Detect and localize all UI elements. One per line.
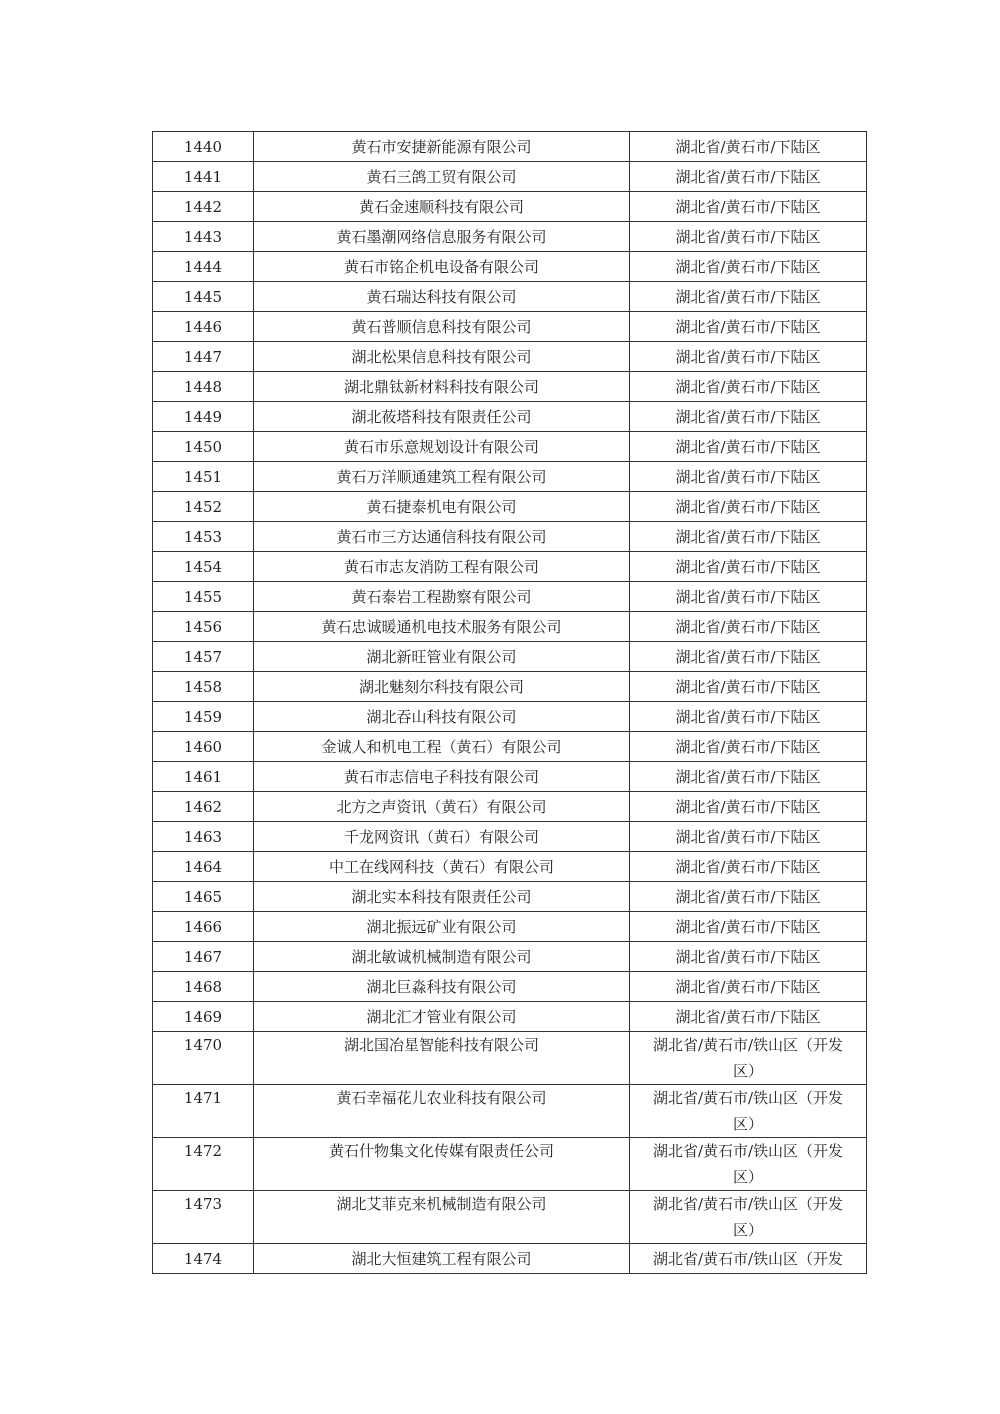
table-row (153, 402, 867, 432)
row-number: 1447 (153, 342, 254, 372)
row-number: 1440 (153, 132, 254, 162)
region: 湖北省/黄石市/铁山区（开发区） (630, 1191, 867, 1244)
table-row (153, 222, 867, 252)
table-row (153, 282, 867, 312)
row-number: 1456 (153, 612, 254, 642)
table-row (153, 762, 867, 792)
company-name: 黄石泰岩工程勘察有限公司 (254, 582, 630, 612)
table-row (153, 1138, 867, 1191)
region: 湖北省/黄石市/下陆区 (630, 762, 867, 792)
region: 湖北省/黄石市/下陆区 (630, 312, 867, 342)
table-row (153, 1191, 867, 1244)
company-name: 湖北莜塔科技有限责任公司 (254, 402, 630, 432)
table-row (153, 672, 867, 702)
company-name: 北方之声资讯（黄石）有限公司 (254, 792, 630, 822)
row-number: 1444 (153, 252, 254, 282)
company-name: 黄石市乐意规划设计有限公司 (254, 432, 630, 462)
row-number: 1461 (153, 762, 254, 792)
row-number: 1471 (153, 1085, 254, 1138)
table-row (153, 912, 867, 942)
company-name: 黄石金速顺科技有限公司 (254, 192, 630, 222)
region: 湖北省/黄石市/下陆区 (630, 342, 867, 372)
table-row (153, 972, 867, 1002)
company-name: 湖北吞山科技有限公司 (254, 702, 630, 732)
company-name: 湖北汇才管业有限公司 (254, 1002, 630, 1032)
region: 湖北省/黄石市/下陆区 (630, 612, 867, 642)
region: 湖北省/黄石市/下陆区 (630, 882, 867, 912)
region: 湖北省/黄石市/下陆区 (630, 702, 867, 732)
company-name: 黄石市三方达通信科技有限公司 (254, 522, 630, 552)
company-name: 湖北大恒建筑工程有限公司 (254, 1244, 630, 1274)
region: 湖北省/黄石市/下陆区 (630, 942, 867, 972)
table-row (153, 552, 867, 582)
company-name: 金诚人和机电工程（黄石）有限公司 (254, 732, 630, 762)
region: 湖北省/黄石市/下陆区 (630, 672, 867, 702)
region: 湖北省/黄石市/铁山区（开发区） (630, 1032, 867, 1085)
table-row (153, 492, 867, 522)
company-name: 黄石墨潮网络信息服务有限公司 (254, 222, 630, 252)
company-name: 黄石捷泰机电有限公司 (254, 492, 630, 522)
table-row (153, 1032, 867, 1085)
table-row (153, 642, 867, 672)
row-number: 1453 (153, 522, 254, 552)
row-number: 1462 (153, 792, 254, 822)
row-number: 1464 (153, 852, 254, 882)
region: 湖北省/黄石市/铁山区（开发区） (630, 1138, 867, 1191)
company-name: 湖北魅刻尔科技有限公司 (254, 672, 630, 702)
region: 湖北省/黄石市/下陆区 (630, 402, 867, 432)
company-name: 黄石市志信电子科技有限公司 (254, 762, 630, 792)
region: 湖北省/黄石市/下陆区 (630, 852, 867, 882)
table-row (153, 312, 867, 342)
company-name: 黄石忠诚暖通机电技术服务有限公司 (254, 612, 630, 642)
region: 湖北省/黄石市/下陆区 (630, 1002, 867, 1032)
row-number: 1468 (153, 972, 254, 1002)
region: 湖北省/黄石市/下陆区 (630, 972, 867, 1002)
region: 湖北省/黄石市/下陆区 (630, 522, 867, 552)
company-name: 湖北国冶星智能科技有限公司 (254, 1032, 630, 1085)
table-row (153, 702, 867, 732)
region: 湖北省/黄石市/下陆区 (630, 822, 867, 852)
row-number: 1449 (153, 402, 254, 432)
table-row (153, 1244, 867, 1274)
region: 湖北省/黄石市/铁山区（开发 (630, 1244, 867, 1274)
company-name: 黄石市安捷新能源有限公司 (254, 132, 630, 162)
table-row (153, 882, 867, 912)
company-name: 黄石瑞达科技有限公司 (254, 282, 630, 312)
company-name: 湖北敏诚机械制造有限公司 (254, 942, 630, 972)
company-name: 湖北新旺管业有限公司 (254, 642, 630, 672)
company-name: 湖北巨淼科技有限公司 (254, 972, 630, 1002)
row-number: 1450 (153, 432, 254, 462)
company-name: 黄石市铭企机电设备有限公司 (254, 252, 630, 282)
table-row (153, 822, 867, 852)
table-row (153, 732, 867, 762)
company-table (152, 131, 867, 1274)
table-row (153, 852, 867, 882)
row-number: 1452 (153, 492, 254, 522)
table-row (153, 792, 867, 822)
region: 湖北省/黄石市/下陆区 (630, 792, 867, 822)
company-name: 湖北鼎钛新材料科技有限公司 (254, 372, 630, 402)
row-number: 1448 (153, 372, 254, 402)
company-name: 千龙网资讯（黄石）有限公司 (254, 822, 630, 852)
row-number: 1469 (153, 1002, 254, 1032)
region: 湖北省/黄石市/下陆区 (630, 192, 867, 222)
table-row (153, 132, 867, 162)
company-name: 黄石三鸽工贸有限公司 (254, 162, 630, 192)
row-number: 1458 (153, 672, 254, 702)
row-number: 1473 (153, 1191, 254, 1244)
table-row (153, 342, 867, 372)
row-number: 1466 (153, 912, 254, 942)
company-name: 黄石普顺信息科技有限公司 (254, 312, 630, 342)
table-row (153, 432, 867, 462)
table-row (153, 942, 867, 972)
row-number: 1465 (153, 882, 254, 912)
row-number: 1472 (153, 1138, 254, 1191)
company-name: 湖北实本科技有限责任公司 (254, 882, 630, 912)
company-name: 黄石什物集文化传媒有限责任公司 (254, 1138, 630, 1191)
region: 湖北省/黄石市/下陆区 (630, 162, 867, 192)
region: 湖北省/黄石市/下陆区 (630, 132, 867, 162)
company-name: 湖北松果信息科技有限公司 (254, 342, 630, 372)
region: 湖北省/黄石市/下陆区 (630, 462, 867, 492)
company-name: 黄石市志友消防工程有限公司 (254, 552, 630, 582)
company-name: 湖北振远矿业有限公司 (254, 912, 630, 942)
region: 湖北省/黄石市/下陆区 (630, 252, 867, 282)
region: 湖北省/黄石市/下陆区 (630, 372, 867, 402)
table-row (153, 162, 867, 192)
table-row (153, 192, 867, 222)
table-body (153, 132, 867, 1274)
region: 湖北省/黄石市/下陆区 (630, 582, 867, 612)
region: 湖北省/黄石市/下陆区 (630, 552, 867, 582)
row-number: 1474 (153, 1244, 254, 1274)
region: 湖北省/黄石市/下陆区 (630, 642, 867, 672)
row-number: 1446 (153, 312, 254, 342)
company-name: 湖北艾菲克来机械制造有限公司 (254, 1191, 630, 1244)
table-row (153, 612, 867, 642)
company-name: 黄石万洋顺通建筑工程有限公司 (254, 462, 630, 492)
table-row (153, 522, 867, 552)
region: 湖北省/黄石市/下陆区 (630, 222, 867, 252)
row-number: 1457 (153, 642, 254, 672)
table-row (153, 582, 867, 612)
row-number: 1460 (153, 732, 254, 762)
region: 湖北省/黄石市/下陆区 (630, 492, 867, 522)
region: 湖北省/黄石市/下陆区 (630, 732, 867, 762)
region: 湖北省/黄石市/下陆区 (630, 912, 867, 942)
row-number: 1463 (153, 822, 254, 852)
row-number: 1442 (153, 192, 254, 222)
row-number: 1467 (153, 942, 254, 972)
region: 湖北省/黄石市/下陆区 (630, 432, 867, 462)
row-number: 1451 (153, 462, 254, 492)
table-row (153, 1085, 867, 1138)
table-row (153, 462, 867, 492)
region: 湖北省/黄石市/铁山区（开发区） (630, 1085, 867, 1138)
region: 湖北省/黄石市/下陆区 (630, 282, 867, 312)
row-number: 1441 (153, 162, 254, 192)
row-number: 1455 (153, 582, 254, 612)
table-row (153, 1002, 867, 1032)
row-number: 1443 (153, 222, 254, 252)
row-number: 1459 (153, 702, 254, 732)
row-number: 1454 (153, 552, 254, 582)
company-name: 中工在线网科技（黄石）有限公司 (254, 852, 630, 882)
table-row (153, 372, 867, 402)
company-name: 黄石幸福花儿农业科技有限公司 (254, 1085, 630, 1138)
row-number: 1470 (153, 1032, 254, 1085)
table-row (153, 252, 867, 282)
row-number: 1445 (153, 282, 254, 312)
